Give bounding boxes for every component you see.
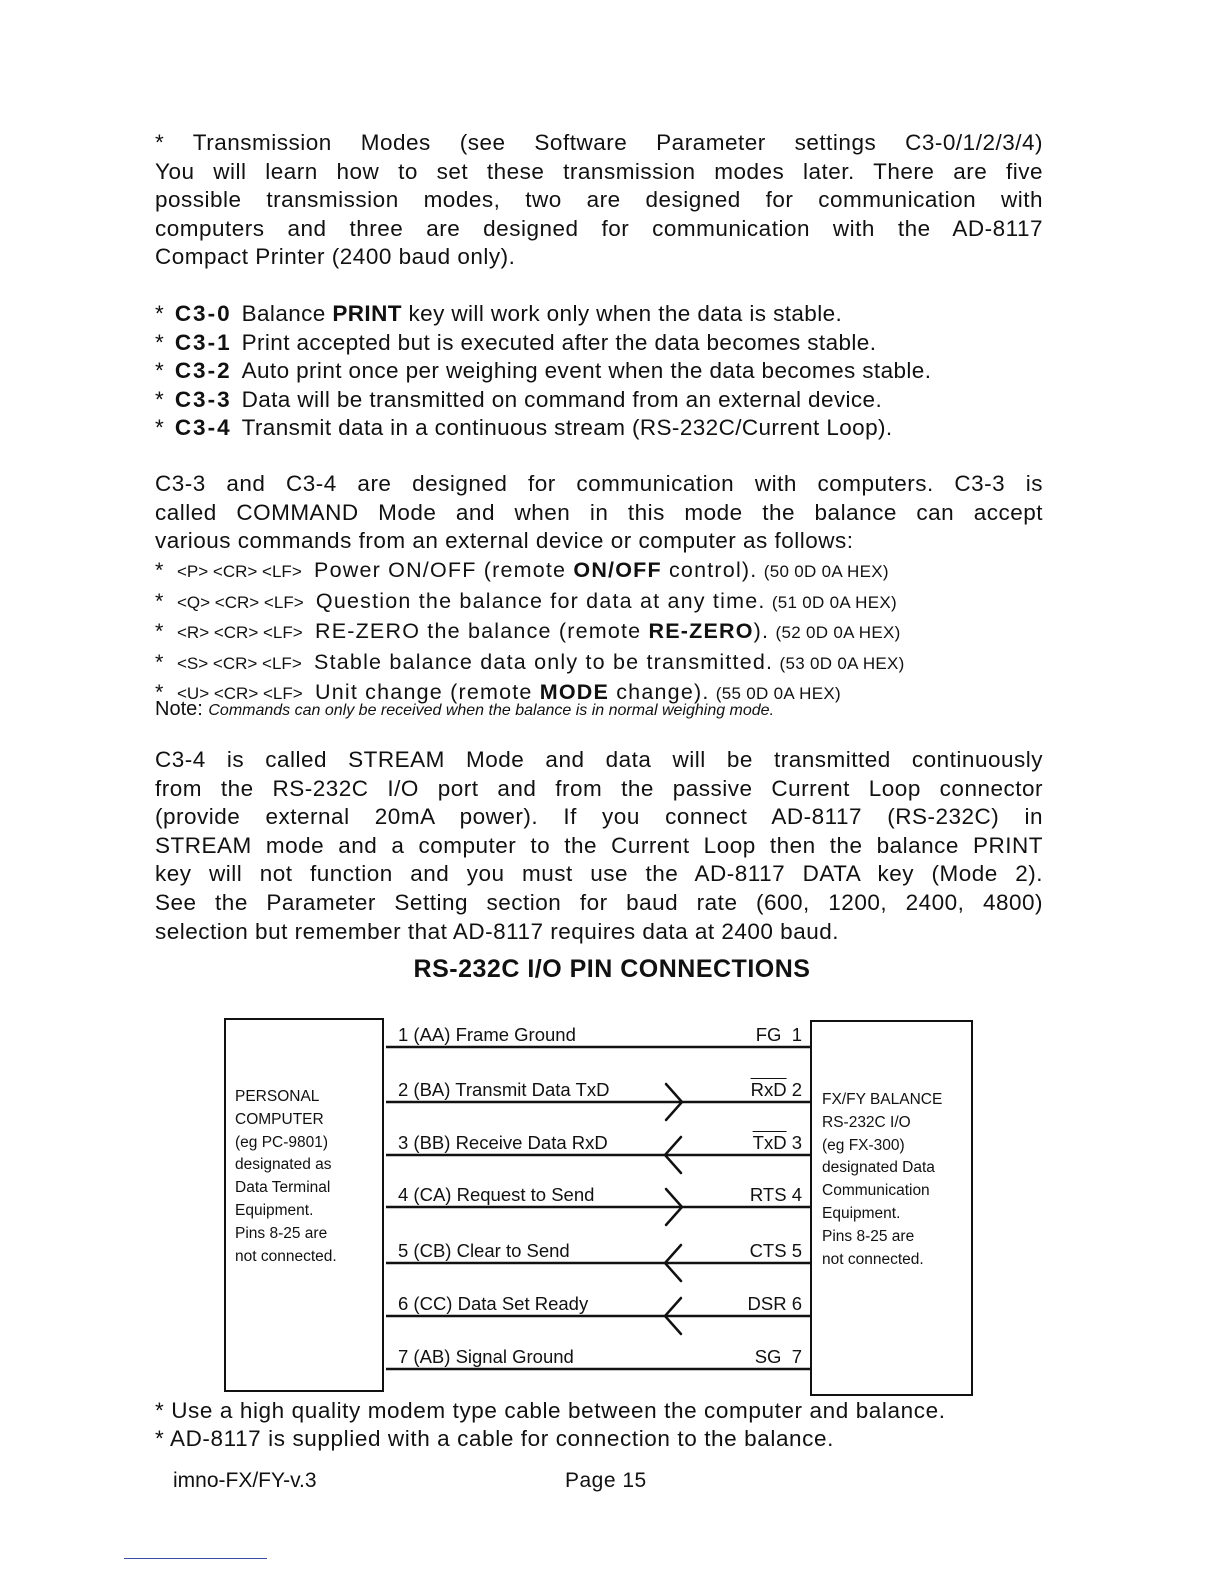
- mode-item: * C3-1 Print accepted but is executed after the data becomes stable.: [155, 329, 877, 355]
- pc-text-line: designated as: [235, 1156, 332, 1174]
- command-initial: R: [314, 619, 332, 643]
- stream-line: from the RS-232C I/O port and from the passive Current Loop connector: [155, 775, 1043, 801]
- command-tags: <Q> <CR> <LF>: [177, 592, 304, 612]
- balance-text-line: (eg FX-300): [822, 1136, 905, 1154]
- footnote: * AD-8117 is supplied with a cable for connection to the balance.: [155, 1426, 834, 1451]
- signal-name: CTS: [749, 1240, 787, 1261]
- mode-text: Balance: [241, 301, 333, 326]
- mode-item: * C3-3 Data will be transmitted on command from an external device.: [155, 386, 883, 412]
- stream-line: key will not function and you must use the AD-8117 DATA key (Mode 2).: [155, 861, 1043, 887]
- command-text: change).: [609, 680, 710, 704]
- command-item: * <P> <CR> <LF> Power ON/OFF (remote ON/OFF control). (50 0D 0A HEX): [155, 558, 889, 582]
- signal-name: SG: [754, 1346, 782, 1367]
- command-line: various commands from an external device or computer as follows:: [155, 528, 854, 554]
- signal-name: RTS: [749, 1184, 787, 1205]
- command-initial: U: [314, 680, 332, 704]
- command-initial: Q: [315, 588, 334, 613]
- pin-number: 3: [791, 1132, 802, 1153]
- bottom-rule: [124, 1558, 267, 1559]
- command-text: E-ZERO the balance (remote: [331, 619, 649, 643]
- page-number: Page 15: [565, 1469, 647, 1492]
- command-keyword: RE-ZERO: [648, 619, 754, 643]
- command-hex: (50 0D 0A HEX): [763, 562, 889, 581]
- balance-text-line: not connected.: [822, 1250, 924, 1268]
- balance-text-line: designated Data: [822, 1159, 935, 1177]
- mode-text: Transmit data in a continuous stream (RS-232C/Current Loop).: [241, 415, 893, 440]
- stream-line: selection but remember that AD-8117 requires data at 2400 baud.: [155, 918, 839, 944]
- mode-code: C3-0: [174, 301, 232, 326]
- signal-name: DSR: [747, 1293, 787, 1314]
- pin-5-label: 5 (CB) Clear to Send: [398, 1240, 570, 1261]
- command-text: table balance data only to be transmitted.: [329, 649, 774, 674]
- stream-line: C3-4 is called STREAM Mode and data will be transmitted continuously: [155, 747, 1043, 772]
- command-item: * <S> <CR> <LF> Stable balance data only to be transmitted. (53 0D 0A HEX): [155, 649, 905, 674]
- balance-text-line: Communication: [822, 1182, 930, 1200]
- signal-dsr: [712, 1293, 802, 1315]
- command-text: nit change (remote: [331, 680, 540, 704]
- pin-number: 2: [791, 1079, 802, 1100]
- pc-text-line: PERSONAL: [235, 1088, 320, 1105]
- pin-number: 5: [791, 1240, 802, 1261]
- note-label: Note:: [155, 698, 203, 720]
- note-text: Commands can only be received when the balance is in normal weighing mode.: [208, 702, 775, 719]
- stream-line: See the Parameter Setting section for baud rate (600, 1200, 2400, 4800): [155, 889, 1043, 915]
- mode-text: key will work only when the data is stable.: [401, 301, 843, 326]
- intro-line: * Transmission Modes (see Software Parameter settings C3-0/1/2/3/4): [155, 130, 1043, 155]
- pc-text-line: not connected.: [235, 1247, 337, 1265]
- pc-text-line: Equipment.: [235, 1201, 314, 1219]
- command-text: uestion the balance for data at any time.: [333, 588, 766, 613]
- command-hex: (52 0D 0A HEX): [775, 623, 901, 642]
- pin-2-label: 2 (BA) Transmit Data TxD: [398, 1079, 610, 1100]
- command-tags: <R> <CR> <LF>: [177, 623, 303, 642]
- mode-item: * C3-0 Balance PRINT key will work only when the data is stable.: [155, 301, 843, 326]
- stream-line: STREAM mode and a computer to the Current Loop then the balance PRINT: [155, 832, 1043, 858]
- mode-code: C3-4: [174, 415, 232, 440]
- signal-rts: [712, 1184, 802, 1206]
- balance-text-line: Pins 8-25 are: [822, 1227, 915, 1245]
- command-tags: <U> <CR> <LF>: [177, 684, 303, 703]
- balance-text-line: FX/FY BALANCE: [822, 1091, 943, 1108]
- command-text: control).: [661, 558, 758, 582]
- command-hex: (55 0D 0A HEX): [715, 684, 841, 703]
- pin-4-label: 4 (CA) Request to Send: [398, 1184, 595, 1205]
- command-tags: <P> <CR> <LF>: [177, 562, 302, 581]
- command-hex: (51 0D 0A HEX): [771, 592, 897, 612]
- intro-line: computers and three are designed for communication with the AD-8117: [155, 215, 1043, 241]
- pin-6-label: 6 (CC) Data Set Ready: [398, 1293, 589, 1314]
- signal-sg: [712, 1346, 802, 1368]
- intro-line: possible transmission modes, two are designed for communication with: [155, 187, 1043, 213]
- command-line: C3-3 and C3-4 are designed for communication with computers. C3-3 is: [155, 471, 1043, 496]
- pin-number: 4: [791, 1184, 802, 1205]
- pin-number: 7: [791, 1346, 802, 1367]
- mode-keyword: PRINT: [332, 301, 402, 326]
- mode-item: * C3-4 Transmit data in a continuous stream (RS-232C/Current Loop).: [155, 415, 893, 440]
- pc-text-line: COMPUTER: [235, 1110, 324, 1128]
- mode-text: Auto print once per weighing event when the data becomes stable.: [241, 358, 932, 383]
- mode-code: C3-1: [174, 329, 232, 355]
- command-keyword: ON/OFF: [573, 558, 662, 582]
- intro-line: You will learn how to set these transmission modes later. There are five: [155, 158, 1043, 184]
- command-initial: S: [314, 649, 330, 674]
- document-id: imno-FX/FY-v.3: [173, 1469, 317, 1492]
- command-text: ).: [753, 619, 770, 643]
- mode-code: C3-3: [174, 386, 232, 412]
- pin-number: 6: [791, 1293, 802, 1314]
- signal-cts: [712, 1240, 802, 1262]
- command-text: ower ON/OFF (remote: [329, 558, 574, 582]
- mode-text: Data will be transmitted on command from an external device.: [241, 386, 883, 412]
- balance-text-line: RS-232C I/O: [822, 1113, 911, 1131]
- footnote: * Use a high quality modem type cable between the computer and balance.: [155, 1398, 946, 1423]
- pc-text-line: Data Terminal: [235, 1179, 331, 1197]
- pin-1-label: 1 (AA) Frame Ground: [398, 1024, 576, 1045]
- command-tags: <S> <CR> <LF>: [177, 653, 302, 673]
- pin-7-label: 7 (AB) Signal Ground: [398, 1346, 574, 1367]
- command-hex: (53 0D 0A HEX): [779, 653, 905, 673]
- command-item: * <R> <CR> <LF> RE-ZERO the balance (remote RE-ZERO). (52 0D 0A HEX): [155, 619, 901, 643]
- mode-item: * C3-2 Auto print once per weighing event when the data becomes stable.: [155, 358, 932, 383]
- signal-fg: [712, 1024, 802, 1046]
- mode-text: Print accepted but is executed after the data becomes stable.: [241, 329, 877, 355]
- command-keyword: MODE: [539, 680, 610, 704]
- balance-text-line: Equipment.: [822, 1204, 901, 1222]
- signal-rxd: [712, 1079, 802, 1101]
- pin-number: 1: [791, 1024, 802, 1045]
- signal-name: $\overline{TxD}$: [752, 1132, 787, 1153]
- stream-line: (provide external 20mA power). If you connect AD-8117 (RS-232C) in: [155, 804, 1043, 830]
- command-item: * <Q> <CR> <LF> Question the balance for data at any time. (51 0D 0A HEX): [155, 588, 897, 613]
- diagram-title: RS-232C I/O PIN CONNECTIONS: [413, 955, 811, 983]
- command-line: called COMMAND Mode and when in this mode the balance can accept: [155, 499, 1043, 525]
- intro-line: Compact Printer (2400 baud only).: [155, 244, 516, 270]
- pc-text-line: Pins 8-25 are: [235, 1224, 328, 1242]
- pin-3-label: 3 (BB) Receive Data RxD: [398, 1132, 608, 1153]
- signal-txd: [712, 1132, 802, 1154]
- command-initial: P: [314, 558, 330, 582]
- command-item: * <U> <CR> <LF> Unit change (remote MODE change). (55 0D 0A HEX): [155, 680, 841, 704]
- mode-code: C3-2: [174, 358, 232, 383]
- pc-text-line: (eg PC-9801): [235, 1133, 329, 1151]
- signal-name: $\overline{RxD}$: [750, 1079, 787, 1100]
- signal-name: FG: [755, 1024, 782, 1045]
